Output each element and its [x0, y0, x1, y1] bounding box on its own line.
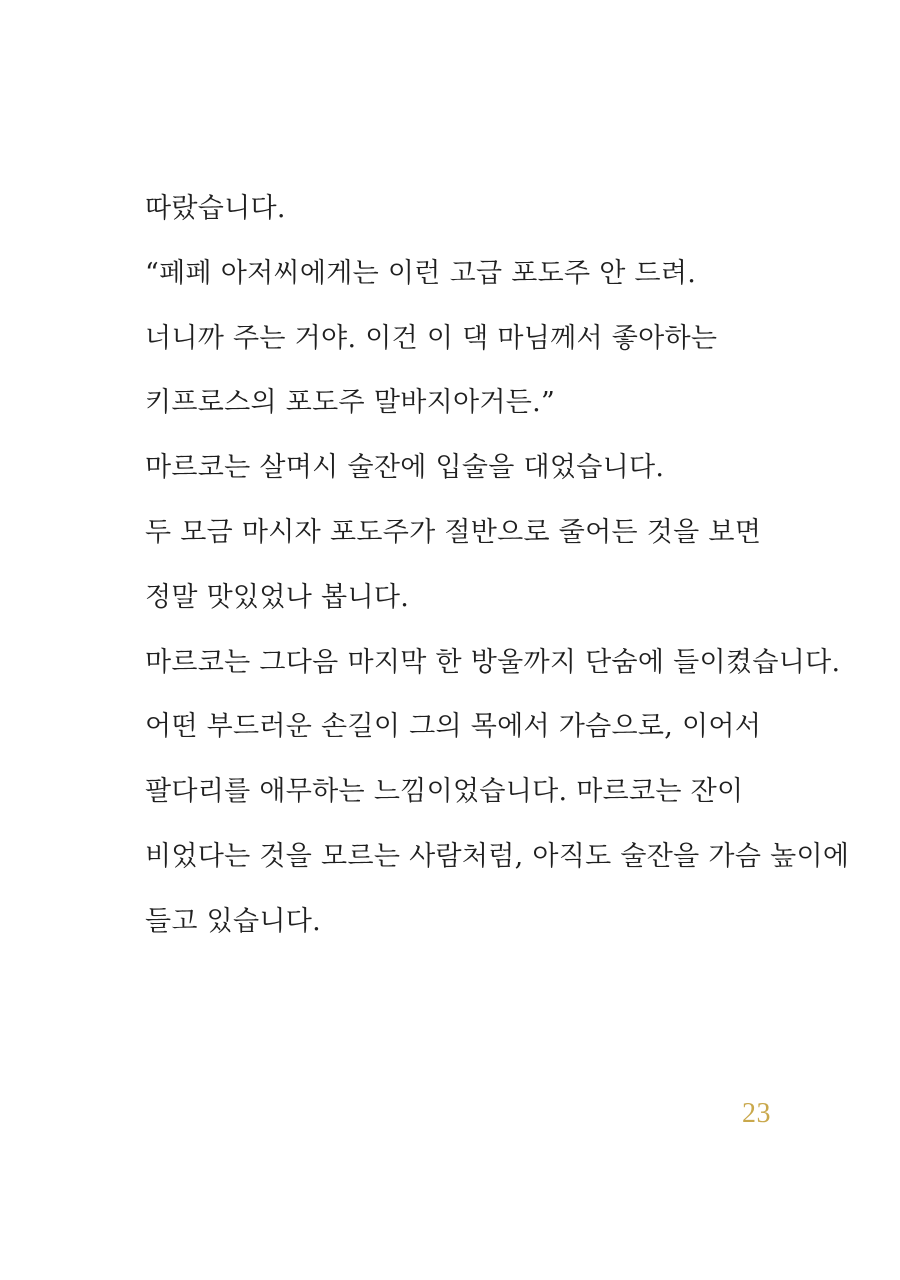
- text-line: “페페 아저씨에게는 이런 고급 포도주 안 드려.: [145, 257, 697, 289]
- text-line: 비었다는 것을 모르는 사람처럼, 아직도 술잔을 가슴 높이에: [145, 840, 850, 872]
- text-line: 팔다리를 애무하는 느낌이었습니다. 마르코는 잔이: [145, 776, 744, 808]
- text-line: 두 모금 마시자 포도주가 절반으로 줄어든 것을 보면: [145, 516, 762, 548]
- text-line: 너니까 주는 거야. 이건 이 댁 마님께서 좋아하는: [145, 322, 718, 354]
- text-line: 키프로스의 포도주 말바지아거든.”: [145, 387, 556, 419]
- text-line: 마르코는 그다음 마지막 한 방울까지 단숨에 들이켰습니다.: [145, 646, 841, 678]
- page-number: 23: [742, 1098, 771, 1129]
- body-text: [145, 190, 850, 968]
- text-line: 들고 있습니다.: [145, 905, 322, 937]
- text-line: 따랐습니다.: [145, 193, 286, 224]
- text-line: 정말 맛있었나 봅니다.: [145, 581, 410, 613]
- text-line: 마르코는 살며시 술잔에 입술을 대었습니다.: [145, 452, 665, 484]
- text-line: 어떤 부드러운 손길이 그의 목에서 가슴으로, 이어서: [145, 711, 762, 743]
